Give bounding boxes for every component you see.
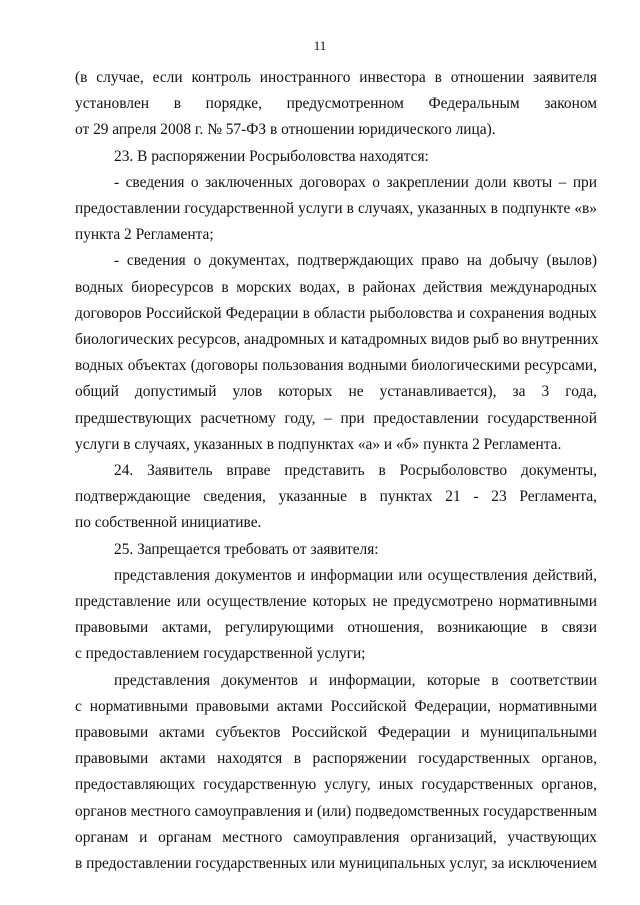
text-line: в предоставлении государственных или муниципальных услуг, за исключением <box>75 855 598 872</box>
text-line: предоставлении государственной услуги в случаях, указанных в подпункте «в» <box>75 200 597 217</box>
text-line: - сведения о заключенных договорах о закреплении доли квоты – при <box>114 173 597 191</box>
text-line: 25. Запрещается требовать от заявителя: <box>114 540 379 558</box>
text-line: от 29 апреля 2008 г. № 57-ФЗ в отношении юридического лица). <box>75 121 496 139</box>
text-line: органам и органам местного самоуправления организаций, участвующих <box>75 828 597 846</box>
text-line: 24. Заявитель вправе представить в Росрыболовство документы, <box>114 462 597 479</box>
text-line: правовыми актами находятся в распоряжении государственных органов, <box>75 750 597 768</box>
text-line: предоставляющих государственную услугу, иных государственных органов, <box>75 776 597 794</box>
page-number: 11 <box>313 38 327 53</box>
text-line: водных биоресурсов в морских водах, в районах действия международных <box>75 278 597 296</box>
text-line: с предоставлением государственной услуги; <box>75 645 366 663</box>
text-line: по собственной инициативе. <box>75 514 262 532</box>
text-line: услуги в случаях, указанных в подпунктах «а» и «б» пункта 2 Регламента. <box>75 435 562 453</box>
text-line: водных объектах (договоры пользования водными биологическими ресурсами, <box>75 357 597 375</box>
text-line: органов местного самоуправления и (или) подведомственных государственным <box>75 802 597 820</box>
text-line: представление или осуществление которых не предусмотрено нормативными <box>75 593 597 610</box>
text-line: пункта 2 Регламента; <box>75 226 214 244</box>
text-line: подтверждающие сведения, указанные в пунктах 21 - 23 Регламента, <box>75 488 597 506</box>
text-line: представления документов и информации, которые в соответствии <box>114 671 597 689</box>
text-line: биологических ресурсов, анадромных и катадромных видов рыб во внутренних <box>75 331 599 348</box>
text-line: с нормативными правовыми актами Российской Федерации, нормативными <box>75 697 597 715</box>
text-line: представления документов и информации или осуществления действий, <box>114 566 597 584</box>
text-line: 23. В распоряжении Росрыболовства находятся: <box>114 147 429 165</box>
text-line: общий допустимый улов которых не устанавливается), за 3 года, <box>75 383 597 401</box>
text-line: предшествующих расчетному году, – при предоставлении государственной <box>75 409 597 427</box>
text-line: - сведения о документах, подтверждающих право на добычу (вылов) <box>114 252 597 270</box>
text-line: договоров Российской Федерации в области рыболовства и сохранения водных <box>75 304 597 322</box>
text-line: (в случае, если контроль иностранного инвестора в отношении заявителя <box>75 69 597 86</box>
text-line: правовыми актами субъектов Российской Федерации и муниципальными <box>75 724 597 741</box>
text-line: правовыми актами, регулирующими отношения, возникающие в связи <box>75 619 597 637</box>
text-line: установлен в порядке, предусмотренном Федеральным законом <box>75 95 597 113</box>
